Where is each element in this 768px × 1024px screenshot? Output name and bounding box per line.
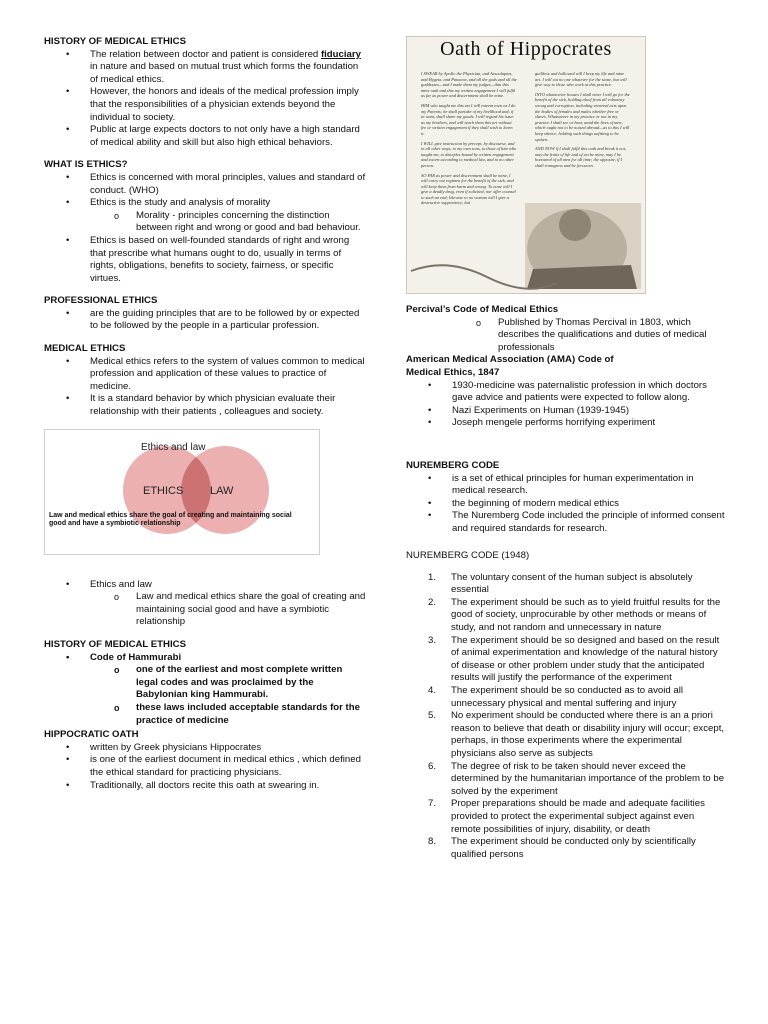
list-item: • Ethics is the study and analysis of morality [44, 197, 366, 210]
list-item: • The Nuremberg Code included the principle of informed consent and required standards for research. [406, 510, 726, 535]
section-title: HISTORY OF MEDICAL ETHICS [44, 639, 186, 650]
oath-title: Oath of Hippocrates [440, 38, 612, 60]
hippocratic-oath-section [44, 729, 366, 792]
medical-ethics-section [44, 343, 366, 419]
section-title: PROFESSIONAL ETHICS [44, 295, 158, 307]
list-item: • is a set of ethical principles for human experimentation in medical research. [406, 473, 726, 498]
engraving-head [559, 209, 591, 241]
oath-of-hippocrates-image [406, 36, 646, 294]
history-2-section [44, 639, 366, 727]
text: The relation between doctor and patient is considered [90, 48, 321, 60]
item-text: The voluntary consent of the human subject is absolutely essential [451, 571, 693, 596]
list-item: • Code of Hammurabi [44, 652, 366, 665]
hippocrates-engraving-icon [407, 37, 645, 293]
ethics-label: ETHICS [143, 484, 184, 497]
list-item: • are the guiding principles that are to be followed by or expected to be followed by the people in a particular profession. [44, 308, 366, 333]
oath-paragraph: INTO whatsoever houses I shall enter I will go for the benefit of the sick, holding aloof from all voluntary wrong and corruption, including venereal acts upon the bodies of females and males whether free or slaves. Whatsoever in my practice or not in my practice I shall see or hear, amid the lives of men, which ought not to be noised abroad—as to this I will keep silence, holding such things unfitting to be spoken. [535, 91, 630, 142]
list-item: • Ethics is based on well-founded standards of right and wrong that prescribe what humans ought to do, usually in terms of rights, obligations, benefits to society, fairness, or specific virtues. [44, 235, 366, 285]
section-title: HISTORY OF MEDICAL ETHICS [44, 36, 186, 47]
numbered-item [406, 572, 726, 597]
section-title-line-1: American Medical Association (AMA) Code of [406, 354, 614, 366]
spacer [44, 565, 366, 579]
section-title: MEDICAL ETHICS [44, 343, 126, 355]
ama-section [406, 354, 726, 430]
venn-title: Ethics and law [141, 441, 206, 453]
nuremberg-1948-section [406, 550, 726, 862]
sub-list-item: o Published by Thomas Percival in 1803, which describes the qualifications and duties of medical professionals [406, 317, 726, 355]
item-text: The experiment should be conducted only by scientifically qualified persons [451, 836, 696, 860]
item-text: The degree of risk to be taken should never exceed the determined by the humanitarian importance of the problem to be solved by the experiment [451, 760, 725, 797]
numbered-item [406, 761, 726, 799]
sub-list-item: o Morality - principles concerning the distinction between right and wrong or good and bad behaviour. [44, 210, 366, 235]
section-title: HIPPOCRATIC OATH [44, 729, 139, 741]
list-item: • written by Greek physicians Hippocrates [44, 742, 366, 755]
list-item: • Public at large expects doctors to not only have a high standard of medical ability and skill but also high ethical behaviors. [44, 124, 366, 149]
numbered-item [406, 798, 726, 836]
left-column [44, 36, 366, 802]
list-item: • Nazi Experiments on Human (1939-1945) [406, 405, 726, 418]
fiduciary-term: fiduciary [320, 48, 361, 60]
list-item [44, 49, 366, 87]
item-number: 4. [428, 685, 437, 697]
venn-caption: Law and medical ethics share the goal of creating and maintaining social good and have a symbiotic relationship [49, 511, 292, 527]
item-number: 8. [428, 836, 437, 848]
section-title-line-2: Medical Ethics, 1847 [406, 366, 500, 378]
ethics-and-law-section [44, 579, 366, 629]
numbered-item [406, 710, 726, 760]
numbered-item [406, 836, 726, 861]
section-title: NUREMBERG CODE (1948) [406, 549, 530, 561]
item-number: 3. [428, 634, 437, 646]
oath-paragraph: SO FAR as power and discernment shall be mine, I will carry out regimen for the benefit of the sick, and will keep them from harm and wrong. To none will I give a deadly drug, even if solicited, nor offer counsel to such an end; likewise to no woman will I give a destructive suppository; but [421, 172, 516, 206]
item-number: 7. [428, 798, 437, 810]
section-title: WHAT IS ETHICS? [44, 159, 128, 171]
list-item: • However, the honors and ideals of the medical profession imply that the responsibilities of a physician extends beyond the individual to society. [44, 86, 366, 124]
numbered-item [406, 597, 726, 635]
sub-list-item: o Law and medical ethics share the goal of creating and maintaining social good and have a symbiotic relationship [44, 591, 366, 629]
list-item: • the beginning of modern medical ethics [406, 498, 726, 511]
ethics-law-venn-diagram [44, 429, 320, 555]
item-number: 5. [428, 710, 437, 722]
item-text: Proper preparations should be made and adequate facilities provided to protect the experimental subject against even remote possibilities of injury, disability, or death [451, 798, 705, 835]
item-text: The experiment should be so conducted as to avoid all unnecessary physical and mental suffering and injury [451, 685, 683, 709]
sub-list-item: o these laws included acceptable standards for the practice of medicine [44, 702, 366, 727]
right-column [406, 36, 726, 871]
nuremberg-section [406, 460, 726, 536]
what-is-ethics-section [44, 159, 366, 285]
item-text: The experiment should be so designed and based on the result of animal experimentation and knowledge of the natural history of disease or other problem under study that the anticipated results will justify the performance of the experiment [451, 634, 720, 684]
percival-section [406, 304, 726, 354]
list-item: • Ethics is concerned with moral principles, values and standard of conduct. (WHO) [44, 172, 366, 197]
professional-ethics-section [44, 295, 366, 333]
list-item: • 1930-medicine was paternalistic profession in which doctors gave advice and patients were expected to follow along. [406, 380, 726, 405]
oath-paragraph: AND NOW if I shall fulfil this oath and break it not, may the fruits of life and of art be mine, may I be honoured of all men for all time; the opposite, if I shall transgress and be forsworn. [535, 146, 627, 168]
list-item: • Traditionally, all doctors recite this oath at swearing in. [44, 780, 366, 793]
item-number: 1. [428, 571, 437, 583]
list-item: • Joseph mengele performs horrifying experiment [406, 417, 726, 430]
engraving-base [527, 265, 637, 289]
item-number: 6. [428, 760, 437, 772]
item-text: No experiment should be conducted where there is an a priori reason to believe that death or disability injury will occur; except, perhaps, in those experiments where the experimental physicians also serve as subjects [451, 710, 725, 759]
oath-paragraph: HIM who taught me this art I will esteem even as I do my Parents; he shall partake of my livelihood and, if in want, shall share my goods. I will regard his issue as my brothers, and will teach them this art without fee or written engagement if they shall wish to learn it. [421, 102, 516, 136]
oath-paragraph: guiltless and hallowed will I keep my life and mine art. I will cut no one whatever for the stone, but will give way to those who work at this practice. [535, 71, 627, 88]
list-item: • It is a standard behavior by which physician evaluate their relationship with their patients , colleagues and society. [44, 393, 366, 418]
text: in nature and based on mutual trust which forms the foundation of medical ethics. [90, 61, 359, 85]
numbered-item [406, 635, 726, 685]
item-number: 2. [428, 596, 437, 608]
oath-paragraph: I WILL give instruction by precept, by discourse, and in all other ways, to my own sons, to those of him who taught me, to disciples bound by written engagement and sworn according to medical law, and to no other person. [421, 140, 517, 168]
sub-list-item: o one of the earliest and most complete written legal codes and was proclaimed by the Babylonian king Hammurabi. [44, 664, 366, 702]
history-section [44, 36, 366, 149]
numbered-item [406, 685, 726, 710]
law-label: LAW [210, 484, 234, 497]
oath-paragraph: I SWEAR by Apollo the Physician, and Aesculapius, and Hygeia, and Panacea, and all the gods and all the goddesses—and I make them my judges—that this mine oath and this my written engagement I will fulfil as far as power and discernment shall be mine. [421, 71, 517, 99]
section-title: NUREMBERG CODE [406, 459, 500, 471]
section-title: Percival’s Code of Medical Ethics [406, 304, 559, 315]
list-item: • is one of the earliest document in medical ethics , which defined the ethical standard for practicing physicians. [44, 754, 366, 779]
list-item: • Medical ethics refers to the system of values common to medical profession and application of these values to practice of medicine. [44, 356, 366, 394]
item-text: The experiment should be such as to yield fruitful results for the good of society, unprocurable by other methods or means of study, and not random and unnecessary in nature [451, 596, 721, 634]
list-item: • Ethics and law [44, 579, 366, 592]
